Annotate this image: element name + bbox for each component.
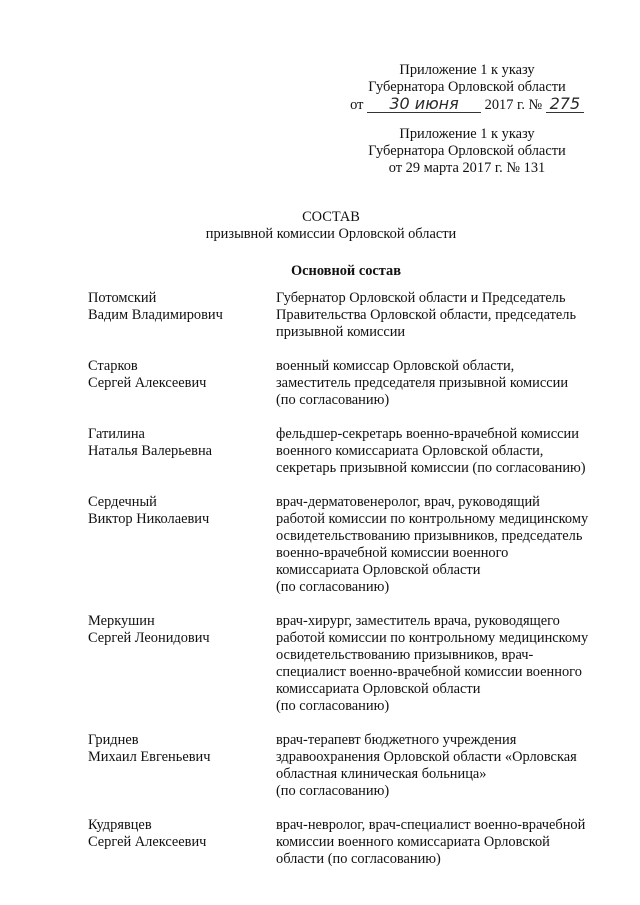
member-name <box>88 358 276 409</box>
member-given-names: Сергей Алексеевич <box>88 375 207 391</box>
member-surname: Гриднев <box>88 732 139 748</box>
member-role-line: врач-хирург, заместитель врача, руководящего <box>276 613 560 629</box>
member-role <box>276 426 616 477</box>
member-role-line: комиссариата Орловской области <box>276 562 481 578</box>
member-role-line: секретарь призывной комиссии (по согласованию) <box>276 460 586 476</box>
member-name <box>88 426 276 477</box>
member-given-names: Наталья Валерьевна <box>88 443 213 459</box>
handwritten-number: 275 <box>546 96 584 113</box>
appendix-current-line1: Приложение 1 к указу <box>399 62 535 78</box>
handwritten-date: 30 июня <box>367 96 481 113</box>
member-role-line: врач-невролог, врач-специалист военно-врачебной <box>276 817 586 833</box>
member-role-line: (по согласованию) <box>276 698 390 714</box>
member-role-line: (по согласованию) <box>276 783 390 799</box>
member-role-line: комиссариата Орловской области <box>276 681 481 697</box>
appendix-current <box>342 62 592 114</box>
member-role-line: врач-терапевт бюджетного учреждения <box>276 732 517 748</box>
subtitle-text: призывной комиссии Орловской области <box>205 226 457 242</box>
member-role-line: военный комиссар Орловской области, <box>276 358 515 374</box>
member-row <box>88 290 618 341</box>
document-title <box>0 209 640 243</box>
appendix-current-line2: Губернатора Орловской области <box>368 79 566 95</box>
member-surname: Меркушин <box>88 613 155 629</box>
member-role-line: Правительства Орловской области, председатель <box>276 307 577 323</box>
member-given-names: Сергей Леонидович <box>88 630 210 646</box>
section-heading: Основной состав <box>290 263 402 279</box>
member-role <box>276 732 616 800</box>
member-role <box>276 358 616 409</box>
member-role-line: освидетельствованию призывников, врач- <box>276 647 534 663</box>
members-list <box>88 290 618 885</box>
member-surname: Сердечный <box>88 494 157 510</box>
member-role-line: освидетельствованию призывников, председатель <box>276 528 583 544</box>
member-surname: Гатилина <box>88 426 145 442</box>
member-role <box>276 290 616 341</box>
member-surname: Потомский <box>88 290 157 306</box>
member-role-line: фельдшер-секретарь военно-врачебной комиссии <box>276 426 579 442</box>
member-role-line: врач-дерматовенеролог, врач, руководящий <box>276 494 540 510</box>
member-given-names: Михаил Евгеньевич <box>88 749 211 765</box>
member-surname: Старков <box>88 358 138 374</box>
member-role-line: заместитель председателя призывной комиссии <box>276 375 569 391</box>
member-role-line: (по согласованию) <box>276 579 390 595</box>
member-role <box>276 613 616 715</box>
member-role-line: работой комиссии по контрольному медицинскому <box>276 511 589 527</box>
appendix-previous-line2: Губернатора Орловской области <box>368 143 566 159</box>
member-name <box>88 817 276 868</box>
member-name <box>88 613 276 715</box>
member-role <box>276 494 616 596</box>
member-given-names: Вадим Владимирович <box>88 307 223 323</box>
member-row <box>88 358 618 409</box>
member-role <box>276 817 616 868</box>
appendix-current-date-line <box>342 96 592 114</box>
from-label: от <box>350 97 364 113</box>
member-role-line: здравоохранения Орловской области «Орловская <box>276 749 577 765</box>
member-row <box>88 732 618 800</box>
member-role-line: комиссии военного комиссариата Орловской <box>276 834 550 850</box>
appendix-previous <box>342 126 592 177</box>
member-row <box>88 494 618 596</box>
member-role-line: специалист военно-врачебной комиссии военного <box>276 664 582 680</box>
member-row <box>88 613 618 715</box>
member-name <box>88 732 276 800</box>
member-role-line: работой комиссии по контрольному медицинскому <box>276 630 589 646</box>
member-row <box>88 426 618 477</box>
member-name <box>88 290 276 341</box>
member-role-line: военного комиссариата Орловской области, <box>276 443 544 459</box>
member-row <box>88 817 618 868</box>
appendix-previous-line1: Приложение 1 к указу <box>399 126 535 142</box>
member-role-line: Губернатор Орловской области и Председатель <box>276 290 566 306</box>
member-role-line: областная клиническая больница» <box>276 766 487 782</box>
appendix-previous-line3: от 29 марта 2017 г. № 131 <box>388 160 546 176</box>
member-surname: Кудрявцев <box>88 817 152 833</box>
title-text: СОСТАВ <box>302 209 360 225</box>
member-name <box>88 494 276 596</box>
member-role-line: военно-врачебной комиссии военного <box>276 545 509 561</box>
member-given-names: Виктор Николаевич <box>88 511 210 527</box>
year-label: 2017 г. № <box>484 97 543 113</box>
member-role-line: призывной комиссии <box>276 324 406 340</box>
member-given-names: Сергей Алексеевич <box>88 834 207 850</box>
member-role-line: области (по согласованию) <box>276 851 441 867</box>
member-role-line: (по согласованию) <box>276 392 390 408</box>
